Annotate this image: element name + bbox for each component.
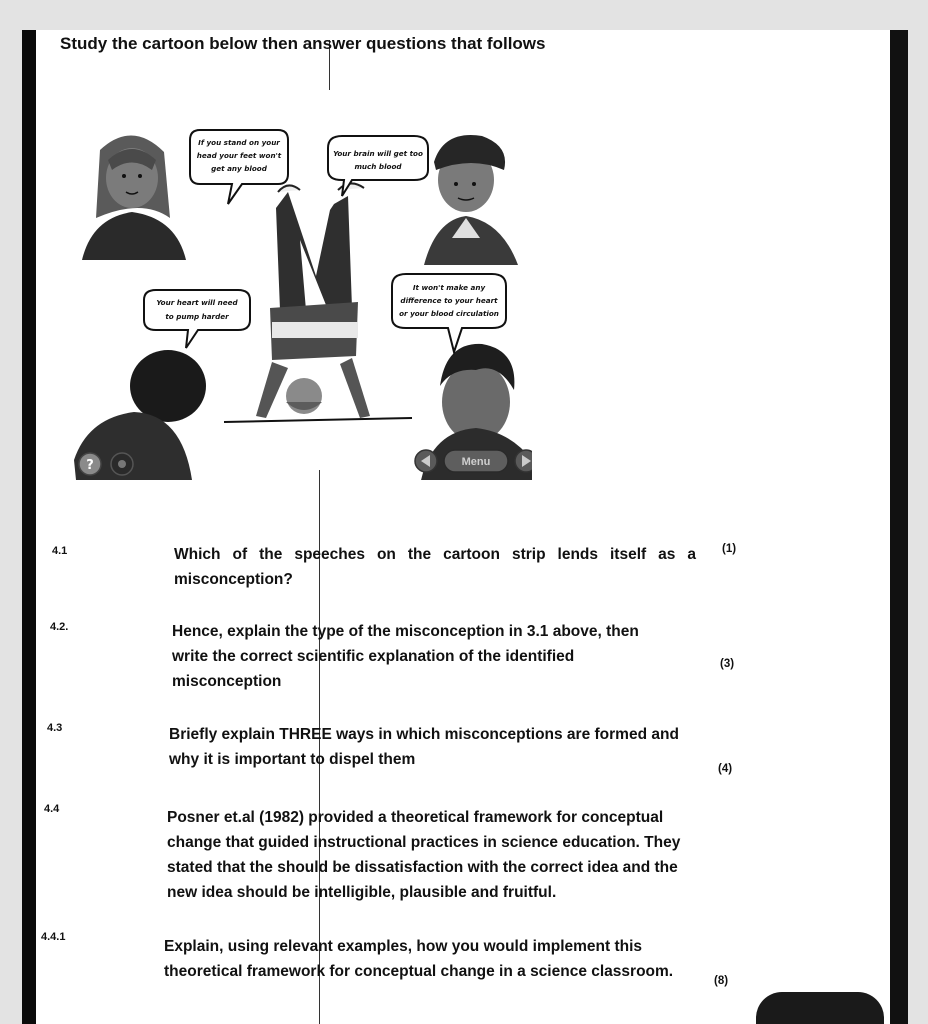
document-page [22,30,908,1024]
question-number-4-4-1: 4.4.1 [41,931,66,943]
question-text-4-3: Briefly explain THREE ways in which misconceptions are formed and why it is important to dispel them [169,726,679,768]
question-marks-4-2: (3) [720,658,735,670]
speech-4-line-2: difference to your heart [400,296,498,305]
character-boy-cap [424,135,518,265]
menu-button-label: Menu [461,456,491,468]
back-button[interactable] [415,450,437,472]
question-marks-4-3: (4) [718,763,733,775]
speech-2-line-1: Your brain will get too [333,149,423,158]
speech-3-line-2: to pump harder [165,312,229,321]
question-marks-4-4-1: (8) [714,975,729,987]
question-text-4-2: Hence, explain the type of the misconception in 3.1 above, then write the correct scientific explanation of the identified misconception [172,623,639,690]
speech-3-line-1: Your heart will need [156,298,238,307]
help-button[interactable] [79,453,101,475]
speech-1-line-2: head your feet won't [196,151,282,160]
question-text-4-4: Posner et.al (1982) provided a theoretical framework for conceptual change that guided instructional practices in science education. They stated that the should be dissatisfaction with the correct idea and the new idea should be intelligible, plausible and fruitful. [167,809,681,901]
question-number-4-4: 4.4 [44,803,60,815]
speech-bubble-1 [190,130,288,204]
question-marks-4-1: (1) [722,543,737,555]
scan-edge-left [22,30,36,1024]
speech-bubble-2 [328,136,428,196]
menu-button[interactable] [444,450,508,472]
question-number-4-2: 4.2. [50,621,69,633]
speaker-icon [118,460,126,468]
speech-bubble-3 [144,290,250,348]
question-number-4-3: 4.3 [47,722,63,734]
page-heading: Study the cartoon below then answer questions that follows [60,34,546,53]
speech-bubble-4 [392,274,506,352]
forward-button[interactable] [515,450,532,472]
question-text-4-4-1: Explain, using relevant examples, how you would implement this theoretical framework for conceptual change in a science classroom. [164,938,674,980]
character-girl [82,135,186,260]
cartoon-strip [52,100,532,480]
question-number-4-1: 4.1 [52,545,68,557]
speech-4-line-3: or your blood circulation [399,309,499,318]
speech-4-line-1: It won't make any [412,283,486,292]
scan-edge-right [890,30,908,1024]
speech-1-line-1: If you stand on your [198,138,280,147]
character-headstand [224,183,412,422]
sound-button[interactable] [111,453,133,475]
help-icon: ? [86,458,94,473]
speech-2-line-2: much blood [354,162,402,171]
speech-1-line-3: get any blood [211,164,267,173]
question-text-4-1: Which of the speeches on the cartoon strip lends itself as a misconception? [174,546,696,588]
device-edge [756,992,884,1024]
